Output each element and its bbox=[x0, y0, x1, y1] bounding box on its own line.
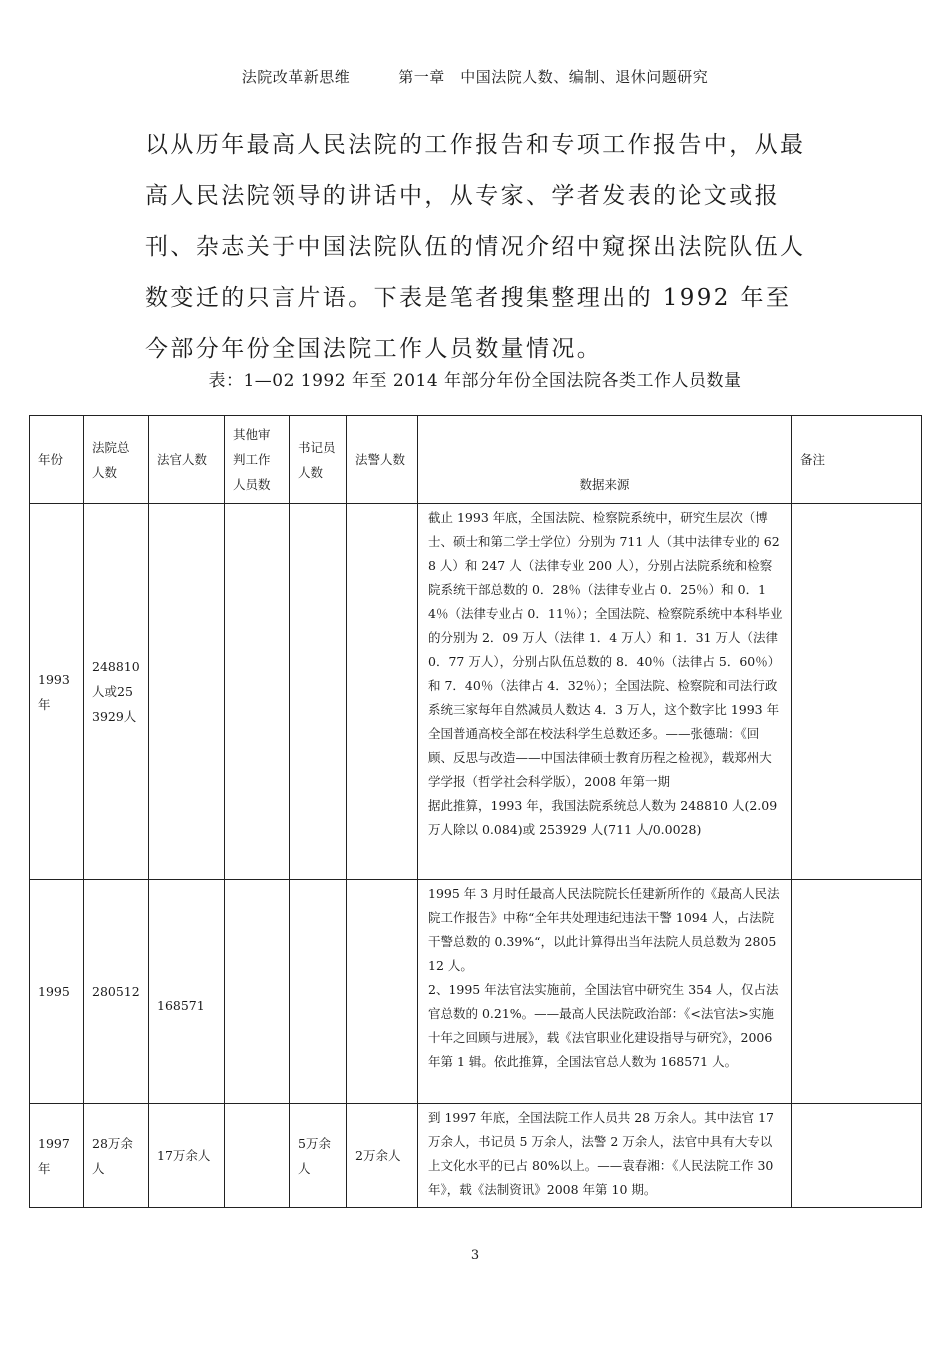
source-text: 截止 1993 年底，全国法院、检察院系统中，研究生层次（博士、硕士和第二学士学位）分别为 711 人（其中法律专业的 628 人）和 247 人（法律专业 200 人），分别占法院系统和检察院系统干部总数的 0．28％（法律专业占 0．25％）和 0．14％（法律专业占 0．11％）；全国法院、检察院系统中本科毕业的分别为 2．09 万人（法律 1．4 万人）和 1．31 万人（法律 0．77 万人），分别占队伍总数的 8．40％（法律占 5．60％）和 7．40％（法律占 4．32％）；全国法院、检察院和司法行政系统三家每年自然减员人数达 4．3 万人，这个数字比 1993 年全国普通高校全部在校法科学生总数还多。——张德瑞：《回顾、反思与改造——中国法律硕士教育历程之检视》，载郑州大学学报（哲学社会科学版），2008 年第一期 bbox=[428, 510, 783, 789]
table-row bbox=[30, 504, 922, 880]
cell-year: 1997年 bbox=[30, 1104, 84, 1208]
source-text-2: 据此推算，1993 年，我国法院系统总人数为 248810 人(2.09 万人除以 0.084)或 253929 人(711 人/0.0028) bbox=[428, 798, 778, 837]
header-note: 备注 bbox=[792, 416, 922, 504]
cell-source bbox=[418, 880, 792, 1104]
header-clerks: 书记员人数 bbox=[290, 416, 347, 504]
cell-source bbox=[418, 504, 792, 880]
cell-total: 280512 bbox=[84, 880, 149, 1104]
cell-judges bbox=[149, 504, 225, 880]
source-text: 到 1997 年底，全国法院工作人员共 28 万余人。其中法官 17 万余人，书记员 5 万余人，法警 2 万余人，法官中具有大专以上文化水平的已占 80%以上。——袁春湘：《人民法院工作 30 年》，载《法制资讯》2008 年第 10 期。 bbox=[428, 1110, 774, 1197]
cell-total: 248810人或253929人 bbox=[84, 504, 149, 880]
cell-clerks bbox=[290, 504, 347, 880]
source-text: 1995 年 3 月时任最高人民法院院长任建新所作的《最高人民法院工作报告》中称“全年共处理违纪违法干警 1094 人，占法院干警总数的 0.39%“，以此计算得出当年法院人员总数为 280512 人。 bbox=[428, 886, 780, 973]
header-chapter-title: 第一章 中国法院人数、编制、退休问题研究 bbox=[398, 68, 709, 86]
table-header-row bbox=[30, 416, 922, 504]
cell-year: 1995 bbox=[30, 880, 84, 1104]
staff-table bbox=[29, 415, 922, 1208]
cell-note bbox=[792, 504, 922, 880]
cell-clerks: 5万余人 bbox=[290, 1104, 347, 1208]
cell-police bbox=[347, 880, 418, 1104]
running-header bbox=[0, 66, 950, 87]
table-caption: 表：1—02 1992 年至 2014 年部分年份全国法院各类工作人员数量 bbox=[208, 371, 742, 391]
page-number: 3 bbox=[470, 1248, 480, 1263]
cell-police: 2万余人 bbox=[347, 1104, 418, 1208]
cell-clerks bbox=[290, 880, 347, 1104]
header-judges: 法官人数 bbox=[149, 416, 225, 504]
cell-other bbox=[225, 504, 290, 880]
cell-note bbox=[792, 1104, 922, 1208]
table-row bbox=[30, 880, 922, 1104]
cell-other bbox=[225, 1104, 290, 1208]
cell-judges: 168571 bbox=[149, 880, 225, 1104]
header-source: 数据来源 bbox=[418, 416, 792, 504]
body-paragraph: 以从历年最高人民法院的工作报告和专项工作报告中，从最高人民法院领导的讲话中，从专家、学者发表的论文或报刊、杂志关于中国法院队伍的情况介绍中窥探出法院队伍人数变迁的只言片语。下表是笔者搜集整理出的 1992 年至今部分年份全国法院工作人员数量情况。 bbox=[145, 132, 806, 362]
cell-total: 28万余人 bbox=[84, 1104, 149, 1208]
header-book-title: 法院改革新思维 bbox=[241, 68, 351, 86]
cell-other bbox=[225, 880, 290, 1104]
cell-source bbox=[418, 1104, 792, 1208]
header-police: 法警人数 bbox=[347, 416, 418, 504]
cell-note bbox=[792, 880, 922, 1104]
cell-police bbox=[347, 504, 418, 880]
header-total: 法院总人数 bbox=[84, 416, 149, 504]
source-text-2: 2、1995 年法官法实施前，全国法官中研究生 354 人，仅占法官总数的 0.21%。——最高人民法院政治部：《<法官法>实施十年之回顾与进展》，载《法官职业化建设指导与研究》，2006 年第 1 辑。依此推算，全国法官总人数为 168571 人。 bbox=[428, 982, 779, 1069]
header-year: 年份 bbox=[30, 416, 84, 504]
cell-year: 1993年 bbox=[30, 504, 84, 880]
table-row bbox=[30, 1104, 922, 1208]
cell-judges: 17万余人 bbox=[149, 1104, 225, 1208]
header-other-staff: 其他审判工作人员数 bbox=[225, 416, 290, 504]
